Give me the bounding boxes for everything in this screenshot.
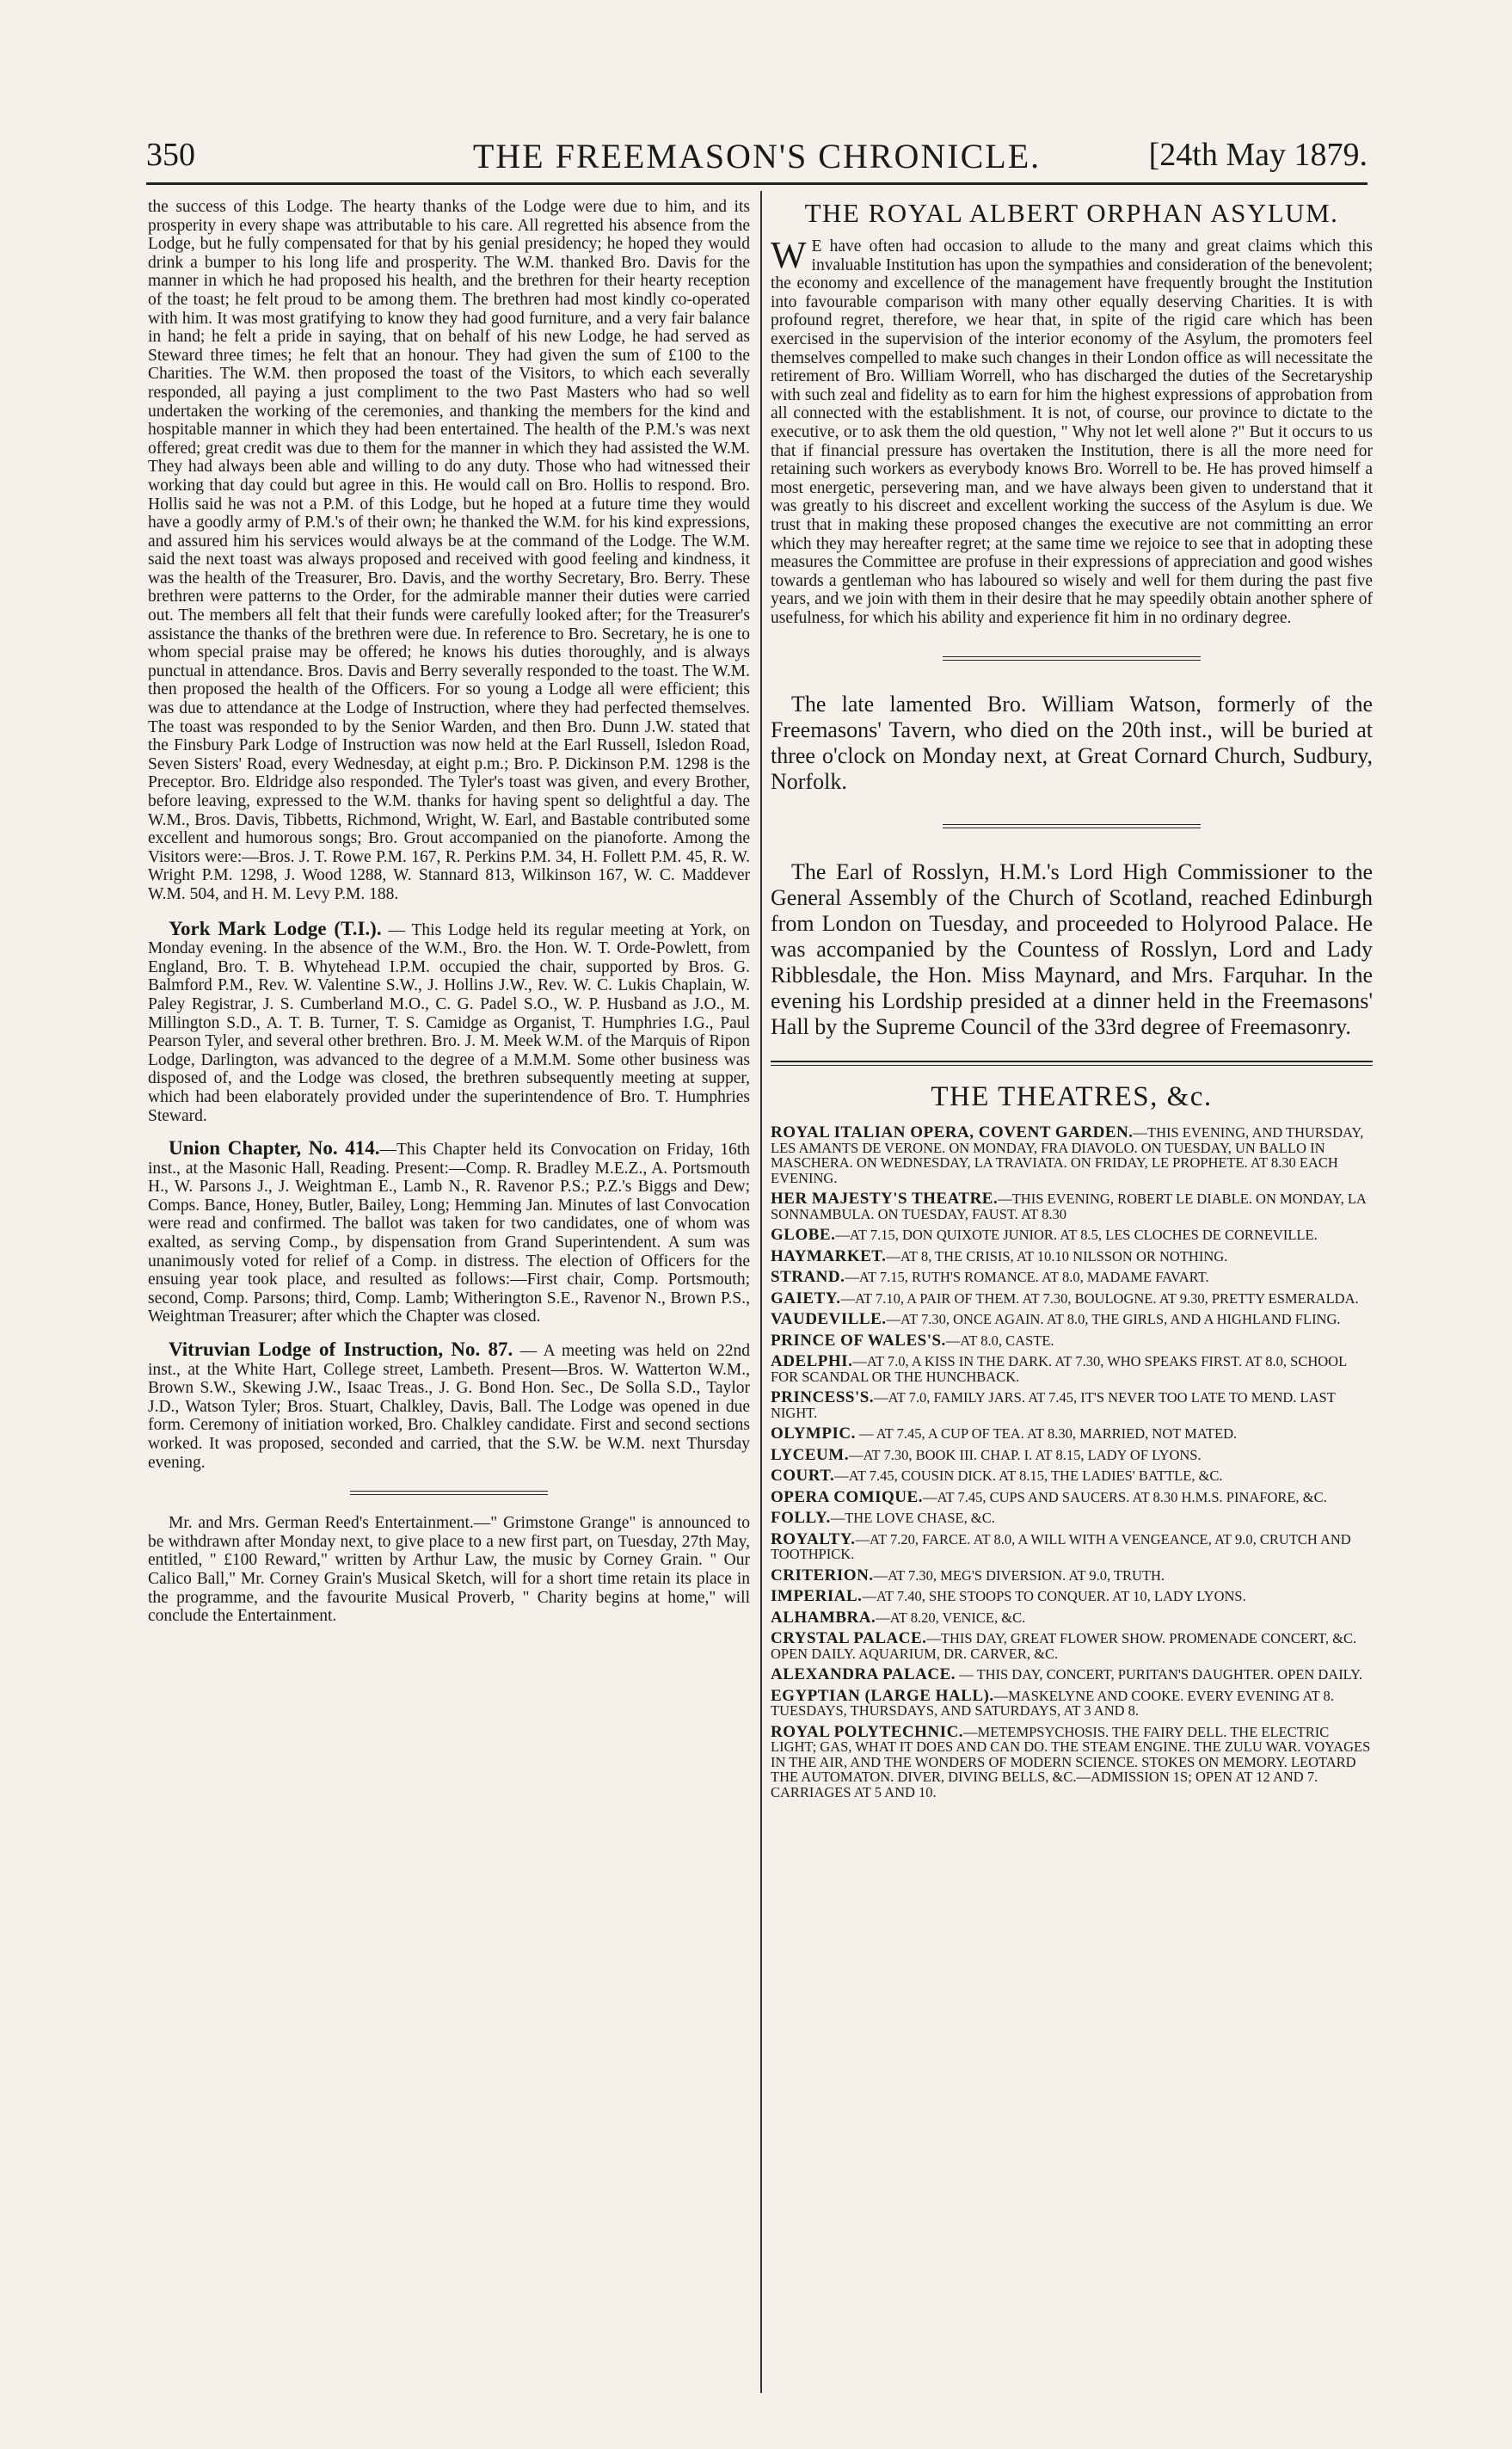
theatre-name: VAUDEVILLE. (771, 1310, 887, 1329)
theatre-name: ROYAL ITALIAN OPERA, COVENT GARDEN. (771, 1123, 1134, 1142)
theatre-program: —AT 8, THE CRISIS, AT 10.10 NILSSON OR NOTHING. (886, 1247, 1228, 1264)
publication-title: THE FREEMASON'S CHRONICLE. (472, 137, 1042, 175)
theatre-name: LYCEUM. (771, 1445, 849, 1464)
section-divider (943, 824, 1201, 828)
theatre-name: OLYMPIC. (771, 1424, 856, 1443)
theatre-entry (771, 1390, 1373, 1420)
theatre-entry (771, 1291, 1373, 1307)
asylum-heading: THE ROYAL ALBERT ORPHAN ASYLUM. (804, 198, 1339, 228)
theatre-name: OPERA COMIQUE. (771, 1487, 923, 1506)
theatre-name: ALHAMBRA. (771, 1608, 876, 1627)
theatre-name: HAYMARKET. (771, 1246, 887, 1265)
theatre-name: IMPERIAL. (771, 1587, 863, 1606)
watson-obituary: The late lamented Bro. William Watson, formerly of the Freemasons' Tavern, who died on the 20th inst., will be buried at three o'clock on Monday next, at Great Cornard Church, Sudbury, Norfolk. (771, 692, 1373, 795)
theatre-program: — THIS DAY, CONCERT, PURITAN'S DAUGHTER. OPEN DAILY. (956, 1666, 1363, 1683)
theatre-program: —AT 7.20, FARCE. AT 8.0, A WILL WITH A VENGEANCE, AT 9.0, CRUTCH AND TOOTHPICK. (771, 1530, 1351, 1563)
header-rule (146, 182, 1368, 185)
theatre-entry (771, 1426, 1373, 1442)
theatre-name: ROYAL POLYTECHNIC. (771, 1722, 964, 1741)
theatre-program: —AT 7.30, BOOK III. CHAP. I. AT 8.15, LADY OF LYONS. (848, 1446, 1202, 1463)
theatre-entry (771, 1445, 1373, 1464)
theatre-name: HER MAJESTY'S THEATRE. (771, 1190, 999, 1209)
theatre-entry (771, 1246, 1373, 1265)
section-divider (943, 656, 1201, 661)
theatre-name: GAIETY. (771, 1289, 841, 1308)
theatre-entry (771, 1228, 1373, 1243)
theatre-entry (771, 1631, 1373, 1661)
theatre-entry (771, 1191, 1373, 1221)
theatre-program: —AT 7.10, A PAIR OF THEM. AT 7.30, BOULOGNE. AT 9.30, PRETTY ESMERALDA. (840, 1289, 1359, 1307)
lodge-report-continued: the success of this Lodge. The hearty thanks of the Lodge were due to him, and its prosperity in every shape was attributable to his care. All regretted his absence from the Lodge, but he fully compensated for that by his genial presidency; he hoped they would drink a bumper to his long life and prosperity. The W.M. thanked Bro. Davis for the manner in which he had proposed his health, and the brethren for their hearty reception of the toast; he felt proud to be among them. The brethren had most kindly co-operated with him. It was most gratifying to know they had good furniture, and a very fair balance in hand; he felt a pride in saying, that on behalf of his new Lodge, he had served as Steward three times; he felt that an honour. They had given the sum of £100 to the Charities. The W.M. then proposed the toast of the Visitors, to which each severally responded, all paying a just compliment to the two Past Masters who had so well undertaken the working of the ceremonies, and thanking the members for the kind and hospitable manner in which they had been entertained. The health of the P.M.'s was next offered; great credit was due to them for the manner in which they had assisted the W.M. They had always been able and willing to do any duty. Those who had witnessed their working that day could but agree in this. He would call on Bro. Hollis to respond. Bro. Hollis said he was not a P.M. of this Lodge, but he hoped at a future time they would have a goodly army of P.M.'s of their own; he thanked the W.M. for his kind expressions, and assured him his services would always be at the command of the Lodge. The W.M. said the next toast was always proposed and received with good feeling and kindness, it was the health of the Treasurer, Bro. Davis, and the worthy Secretary, Bro. Berry. These brethren were patterns to the Order, for the admirable manner their duties were carried out. The members all felt that their funds were carefully looked after; for the Treasurer's assistance the thanks of the brethren were due. In reference to Bro. Secretary, he is one to whom special praise may be offered; he knows his duties thoroughly, and is always punctual in attendance. Bros. Davis and Berry severally responded to the toast. The W.M. then proposed the health of the Officers. For so young a Lodge all were efficient; this was due to attendance at the Lodge of Instruction, where they had perfected themselves. The toast was responded to by the Senior Warden, and then Bro. Dunn J.W. stated that the Finsbury Park Lodge of Instruction was now held at the Earl Russell, Isledon Road, Seven Sisters' Road, every Wednesday, at eight p.m.; Bro. P. Dickinson P.M. 1298 is the Preceptor. Bro. Eldridge also responded. The Tyler's toast was given, and every Brother, before leaving, expressed to the W.M. thanks for having spent so delightful a day. The W.M., Bros. Davis, Tibbetts, Richmond, Wright, W. Earl, and Bastable contributed some excellent and humorous songs; Bro. Grout accompanied on the pianoforte. Among the Visitors were:—Bros. J. T. Rowe P.M. 167, R. Perkins P.M. 34, H. Follett P.M. 45, R. W. Wright P.M. 1298, J. Wood 1288, W. Stannard 813, Wilkinson 167, W. C. Maddever W.M. 504, and H. M. Levy P.M. 188. (148, 198, 750, 903)
theatre-name: PRINCE OF WALES'S. (771, 1331, 946, 1350)
theatre-entry (771, 1667, 1373, 1683)
theatre-listings (771, 1125, 1373, 1800)
vitruvian-lodge-text: — A meeting was held on 22nd inst., at the White Hart, College street, Lambeth. Present—Bros. W. Watterton W.M., Brown S.W., Skewing J.W., Isaac Treas., J. G. Bond Hon. Sec., De Solla S.D., Taylor J.D., Watson Tyler; Bros. Stuart, Chalkley, Davis, Ball. The Lodge was opened in due form. Ceremony of initiation worked, Bro. Chalkley candidate. First and second sections worked. It was proposed, seconded and carried, that the S.W. be W.M. next Thursday evening. (148, 1342, 750, 1472)
theatre-program: —METEMPSYCHOSIS. THE FAIRY DELL. THE ELECTRIC LIGHT; GAS, WHAT IT DOES AND CAN DO. THE STEAM ENGINE. THE ZULU WAR. VOYAGES IN THE AIR, AND THE WONDERS OF MODERN SCIENCE. STOKES ON MEMORY. LEOTARD THE AUTOMATON. DIVER, DIVING BELLS, &C.—ADMISSION 1S; OPEN AT 12 AND 7. CARRIAGES AT 5 AND 10. (771, 1723, 1371, 1800)
theatre-program: —AT 8.20, VENICE, &C. (876, 1609, 1026, 1626)
theatre-program: —THE LOVE CHASE, &C. (830, 1510, 995, 1527)
union-chapter-text: —This Chapter held its Convocation on Friday, 16th inst., at the Masonic Hall, Reading. Present:—Comp. R. Bradley M.E.Z., A. Portsmouth H., W. Parsons J., J. Weightman E., Lamb N., R. Ravenor P.S.; P.Z.'s Biggs and Dew; Comps. Bance, Honey, Butler, Bailey, Long; Hemming Jan. Minutes of last Convocation were read and confirmed. The ballot was taken for two candidates, one of whom was exalted, as serving Comp., by dispensation from Grand Superintendent. A sum was unanimously voted for relief of a Comp. in distress. The election of Officers for the ensuing year took place, and resulted as follows:—First chair, Comp. Portsmouth; second, Comp. Parsons; third, Comp. Lamb; Witherington S.E., Ravenor N., Brown P.S., Weightman Treasurer; after which the Chapter was closed. (148, 1141, 751, 1326)
theatre-entry (771, 1354, 1373, 1384)
theatre-name: STRAND. (771, 1268, 845, 1287)
theatre-name: PRINCESS'S. (771, 1388, 875, 1407)
theatre-entry (771, 1125, 1373, 1185)
left-column (148, 198, 750, 1633)
theatre-program: — AT 7.45, A CUP OF TEA. AT 8.30, MARRIED, NOT MATED. (855, 1425, 1238, 1443)
issue-date: [24th May 1879. (1148, 137, 1368, 173)
theatre-program: —AT 7.15, RUTH'S ROMANCE. AT 8.0, MADAME FAVART. (845, 1269, 1209, 1286)
theatre-program: —AT 7.0, FAMILY JARS. AT 7.45, IT'S NEVER TOO LATE TO MEND. LAST NIGHT. (771, 1389, 1336, 1421)
theatre-entry (771, 1589, 1373, 1604)
theatre-entry (771, 1722, 1373, 1800)
theatre-entry (771, 1686, 1373, 1720)
theatre-name: FOLLY. (771, 1509, 831, 1528)
column-divider (760, 191, 762, 2393)
union-chapter-article (148, 1139, 750, 1326)
theatre-program: —AT 7.40, SHE STOOPS TO CONQUER. AT 10, LADY LYONS. (862, 1588, 1246, 1605)
theatre-name: CRITERION. (771, 1566, 874, 1584)
section-divider (350, 1491, 548, 1495)
theatre-program: —THIS EVENING, ROBERT LE DIABLE. ON MONDAY, LA SONNAMBULA. ON TUESDAY, FAUST. AT 8.30 (771, 1191, 1366, 1222)
rosslyn-article: The Earl of Rosslyn, H.M.'s Lord High Commissioner to the General Assembly of the Church of Scotland, reached Edinburgh from London on Tuesday, and proceeded to Holyrood Palace. He was accompanied by the Countess of Rosslyn, Lord and Lady Ribblesdale, the Hon. Miss Maynard, and Mrs. Farquhar. In the evening his Lordship presided at a dinner held in the Freemasons' Hall by the Supreme Council of the 33rd degree of Freemasonry. (771, 859, 1373, 1040)
theatre-program: —AT 8.0, CASTE. (945, 1332, 1054, 1349)
theatre-program: —MASKELYNE AND COOKE. EVERY EVENING AT 8. TUESDAYS, THURSDAYS, AND SATURDAYS, AT 3 AND 8. (771, 1687, 1334, 1720)
theatre-entry (771, 1333, 1373, 1349)
york-mark-lodge-heading: York Mark Lodge (T.I.). (169, 917, 382, 939)
theatre-program: —AT 7.30, ONCE AGAIN. AT 8.0, THE GIRLS, AND A HIGHLAND FLING. (886, 1311, 1341, 1328)
theatre-name: ALEXANDRA PALACE. (771, 1665, 956, 1684)
german-reed-entertainment-article: Mr. and Mrs. German Reed's Entertainment.—" Grimstone Grange" is announced to be withdrawn after Monday next, to give place to a new first part, on Tuesday, 27th May, entitled, " £100 Reward," written by Arthur Law, the music by Corney Grain. " Our Calico Ball," Mr. Corney Grain's Musical Sketch, will for a short time retain its place in the programme, and the favourite Musical Proverb, " Charity begins at home," will conclude the Entertainment. (148, 1514, 750, 1626)
theatre-entry (771, 1568, 1373, 1584)
theatre-program: —AT 7.0, A KISS IN THE DARK. AT 7.30, WHO SPEAKS FIRST. AT 8.0, SCHOOL FOR SCANDAL OR THE HUNCHBACK. (771, 1353, 1347, 1385)
page-number: 350 (146, 137, 195, 173)
theatre-program: —AT 7.30, MEG'S DIVERSION. AT 9.0, TRUTH. (873, 1566, 1165, 1584)
theatre-entry (771, 1468, 1373, 1484)
york-mark-lodge-article (148, 917, 751, 1126)
theatre-name: ROYALTY. (771, 1529, 856, 1548)
theatre-name: CRYSTAL PALACE. (771, 1629, 927, 1648)
vitruvian-lodge-heading: Vitruvian Lodge of Instruction, No. 87. (169, 1338, 513, 1361)
theatre-name: GLOBE. (771, 1226, 836, 1245)
theatre-entry (771, 1270, 1373, 1285)
theatre-program: —AT 7.15, DON QUIXOTE JUNIOR. AT 8.5, LES CLOCHES DE CORNEVILLE. (835, 1227, 1318, 1244)
theatres-rule (771, 1061, 1373, 1066)
theatre-program: —AT 7.45, CUPS AND SAUCERS. AT 8.30 H.M.S. PINAFORE, &C. (922, 1488, 1327, 1505)
theatre-program: —AT 7.45, COUSIN DICK. AT 8.15, THE LADIES' BATTLE, &C. (834, 1468, 1223, 1485)
theatre-program: —THIS EVENING, AND THURSDAY, LES AMANTS DE VERONE. ON MONDAY, FRA DIAVOLO. ON TUESDAY, UN BALLO IN MASCHERA. ON WEDNESDAY, LA TRAVIATA. ON FRIDAY, LE PROPHETE. AT 8.30 EACH EVENING. (771, 1124, 1364, 1186)
theatre-entry (771, 1610, 1373, 1626)
theatre-entry (771, 1487, 1373, 1506)
drop-cap: W (771, 234, 807, 276)
theatre-program: —THIS DAY, GREAT FLOWER SHOW. PROMENADE CONCERT, &C. OPEN DAILY. AQUARIUM, DR. CARVER, &C. (771, 1630, 1357, 1662)
page-header (146, 136, 1368, 184)
york-mark-lodge-text: — This Lodge held its regular meeting at York, on Monday evening. In the absence of the W.M., Bro. the Hon. W. T. Orde-Powlett, from England, Bro. T. B. Whytehead I.P.M. occupied the chair, supported by Bros. G. Balmford P.M., Rev. W. Valentine S.W., J. Hollins J.W., Rev. W. C. Lukis Chaplain, W. Paley Registrar, J. S. Cumberland M.O., C. G. Padel S.O., W. P. Husband as J.O., M. Millington S.D., A. T. B. Turner, T. S. Camidge as Organist, T. Humphries I.G., Paul Pearson Tyler, and several other brethren. Bro. J. M. Meek W.M. of the Marquis of Ripon Lodge, Darlington, was advanced to the degree of a M.M.M. Some other business was disposed of, and the Lodge was closed, the brethren subsequently meeting at supper, which had been elaborately provided under the superintendence of Bro. T. Humphries Steward. (148, 920, 751, 1125)
theatre-entry (771, 1312, 1373, 1327)
theatre-name: ADELPHI. (771, 1352, 853, 1371)
theatre-entry (771, 1511, 1373, 1526)
theatre-name: EGYPTIAN (LARGE HALL). (771, 1686, 994, 1705)
vitruvian-lodge-article (148, 1340, 750, 1472)
theatre-entry (771, 1529, 1373, 1563)
asylum-article (771, 234, 1373, 627)
theatre-name: COURT. (771, 1467, 835, 1486)
union-chapter-heading: Union Chapter, No. 414. (169, 1137, 380, 1160)
theatres-heading: THE THEATRES, &c. (931, 1081, 1213, 1113)
asylum-text: E have often had occasion to allude to the many and great claims which this invaluable Institution has upon the sympathies and consideration of the benevolent; the economy and excellence of the management have frequently brought the Institution into favourable comparison with many other equally deserving Charities. It is with profound regret, therefore, we hear that, in spite of the rigid care which has been exercised in the supervision of the interior economy of the Asylum, the promoters feel themselves compelled to make such changes in their London office as will necessitate the retirement of Bro. William Worrell, who has discharged the duties of the Secretaryship with such zeal and fidelity as to earn for him the highest expressions of approbation from all connected with the establishment. It is not, of course, our province to dictate to the executive, or to ask them the old question, " Why not let well alone ?" But it occurs to us that if financial pressure has overtaken the Institution, there is all the more need for retaining such workers as everybody knows Bro. Worrell to be. He has proved himself a most energetic, persevering man, and we have always been given to understand that it was greatly to his discreet and excellent working the success of the Asylum is due. We trust that in making these proposed changes the executive are not committing an error which they may hereafter regret; at the same time we rejoice to see that in adopting these measures the Committee are profuse in their expressions of appreciation and good wishes towards a gentleman who has laboured so wisely and well for them during the past five years, and we join with them in their desire that he may speedily obtain another sphere of usefulness, for which his ability and experience fit him in no ordinary degree. (771, 237, 1373, 627)
right-column (771, 198, 1373, 1806)
